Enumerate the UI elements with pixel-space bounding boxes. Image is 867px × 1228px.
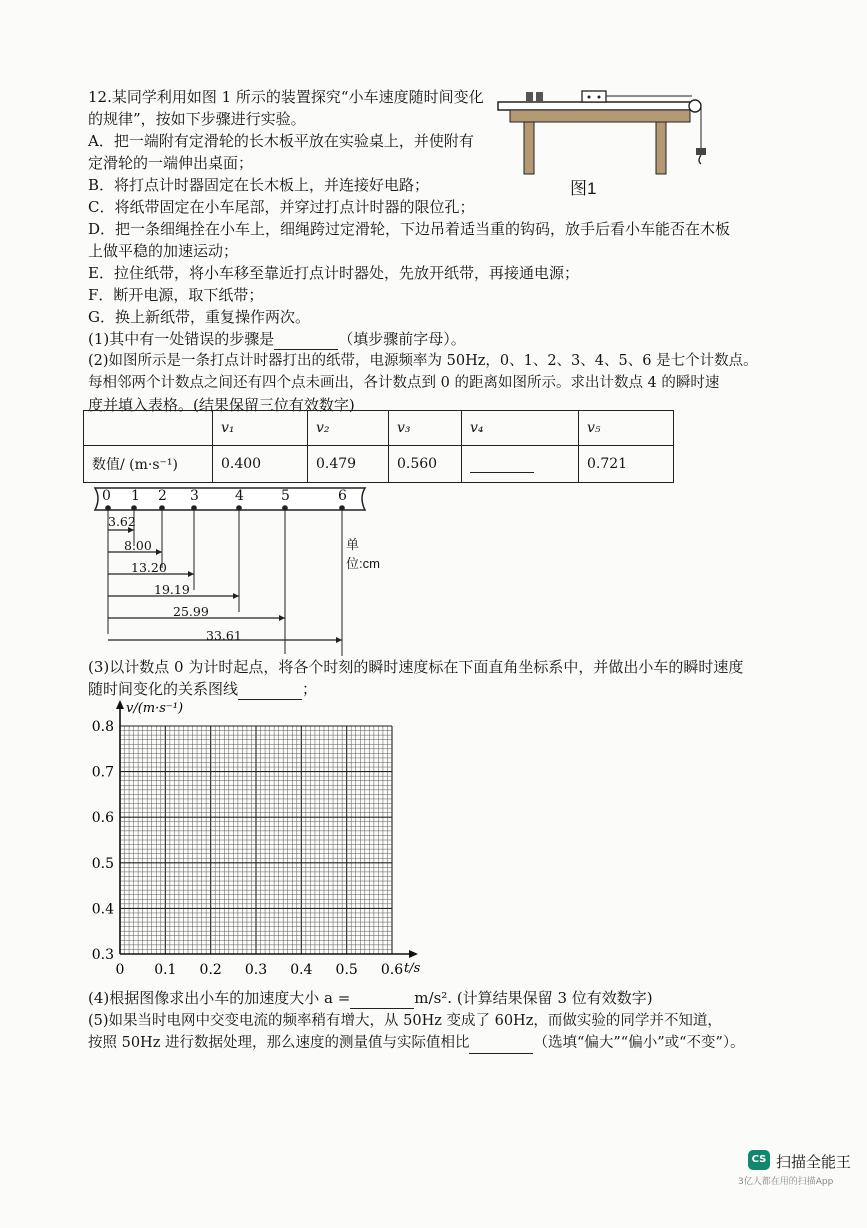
tape-arrow-4 bbox=[233, 593, 239, 599]
tape-point-6: 6 bbox=[338, 488, 347, 504]
header-v4: v₄ bbox=[462, 411, 579, 446]
q1-answer-blank[interactable] bbox=[274, 333, 338, 350]
tape-point-0: 0 bbox=[102, 488, 111, 504]
x-axis-arrow bbox=[409, 950, 418, 958]
tape-point-3: 3 bbox=[190, 488, 199, 504]
tape-distance-3: 13.20 bbox=[131, 560, 167, 575]
q5-suffix: （选填“偏大”“偏小”或“不变”）。 bbox=[533, 1035, 745, 1051]
tape-distance-4: 19.19 bbox=[154, 582, 190, 597]
header-v2: v₂ bbox=[308, 411, 389, 446]
y-tick-label: 0.5 bbox=[91, 855, 114, 872]
step-d-1: D．把一条细绳拴在小车上，细绳跨过定滑轮，下边吊着适当重的钩码，放手后看小车能否在木板 bbox=[88, 220, 731, 238]
tape-distance-2: 8.00 bbox=[124, 538, 152, 553]
scanner-tagline: 3亿人都在用的扫描App bbox=[738, 1177, 834, 1187]
velocity-time-chart bbox=[88, 698, 438, 983]
y-tick-label: 0.8 bbox=[91, 719, 114, 735]
question-intro-2: 的规律”，按如下步骤进行实验。 bbox=[88, 110, 306, 128]
step-a-2: 定滑轮的一端伸出桌面； bbox=[88, 154, 254, 172]
value-v1: 0.400 bbox=[213, 446, 308, 483]
step-c: C．将纸带固定在小车尾部，并穿过打点计时器的限位孔； bbox=[88, 198, 475, 216]
step-b: B．将打点计时器固定在长木板上，并连接好电路； bbox=[88, 176, 430, 194]
y-tick-label: 0.7 bbox=[91, 764, 114, 781]
value-v3: 0.560 bbox=[389, 446, 462, 483]
question-2-line3: 度并填入表格。(结果保留三位有效数字) bbox=[88, 396, 355, 414]
header-v3: v₃ bbox=[389, 411, 462, 446]
value-v4-cell[interactable] bbox=[462, 446, 579, 483]
q5-answer-blank[interactable] bbox=[469, 1037, 533, 1054]
x-tick-label: 0.2 bbox=[199, 962, 222, 978]
question-4 bbox=[88, 987, 653, 1009]
header-v1: v₁ bbox=[213, 411, 308, 446]
value-v5: 0.721 bbox=[579, 446, 674, 483]
scanner-logo: CS bbox=[748, 1150, 770, 1170]
x-tick-label: 0.5 bbox=[335, 962, 358, 978]
x-tick-label: 0.3 bbox=[244, 962, 268, 978]
table-corner bbox=[84, 411, 213, 446]
q5-text: 按照 50Hz 进行数据处理，那么速度的测量值与实际值相比 bbox=[88, 1035, 470, 1051]
step-f: F．断开电源，取下纸带； bbox=[88, 286, 264, 304]
figure1-label: 图1 bbox=[570, 179, 597, 198]
tape-arrow-5 bbox=[279, 615, 285, 621]
step-a-1: A．把一端附有定滑轮的长木板平放在实验桌上，并使附有 bbox=[88, 132, 474, 150]
y-tick-label: 0.4 bbox=[91, 901, 114, 918]
q3-suffix: ； bbox=[302, 680, 318, 698]
tape-distance-6: 33.61 bbox=[206, 628, 242, 643]
x-tick-label: 0.4 bbox=[290, 962, 313, 978]
tape-point-4: 4 bbox=[235, 488, 244, 504]
tape-point-1: 1 bbox=[131, 488, 140, 504]
question-2-line2: 每相邻两个计数点之间还有四个点未画出，各计数点到 0 的距离如图所示。求出计数点 4 的瞬时速 bbox=[88, 375, 720, 391]
tape-point-2: 2 bbox=[158, 488, 167, 504]
tape-arrow-2 bbox=[156, 549, 162, 555]
figure1-apparatus bbox=[490, 88, 730, 198]
q3-text: 随时间变化的关系图线 bbox=[88, 680, 239, 698]
tape-distance-1: 3.62 bbox=[108, 514, 136, 529]
q1-text: (1)其中有一处错误的步骤是 bbox=[88, 330, 275, 348]
question-5-line2 bbox=[88, 1032, 745, 1054]
y-tick-label: 0.6 bbox=[91, 810, 114, 827]
chart-axes bbox=[116, 700, 418, 958]
x-tick-label: 0.1 bbox=[154, 962, 177, 978]
q1-suffix: （填步骤前字母）。 bbox=[338, 330, 466, 348]
tape-unit-label: 单位:cm bbox=[346, 537, 380, 571]
step-d-2: 上做平稳的加速运动； bbox=[88, 242, 239, 260]
question-1 bbox=[88, 328, 466, 350]
tape-distance-5: 25.99 bbox=[173, 604, 209, 619]
value-v2: 0.479 bbox=[308, 446, 389, 483]
question-3-line1: (3)以计数点 0 为计时起点，将各个时刻的瞬时速度标在下面直角坐标系中，并做出小车的瞬时速度 bbox=[88, 658, 744, 676]
velocity-table bbox=[83, 410, 674, 483]
row-label: 数值/ (m·s⁻¹) bbox=[84, 446, 213, 483]
y-axis-label: v/(m·s⁻¹) bbox=[126, 701, 184, 716]
x-tick-label: 0.6 bbox=[380, 962, 404, 978]
x-axis-label: t/s bbox=[404, 961, 421, 976]
question-2-line1: (2)如图所示是一条打点计时器打出的纸带，电源频率为 50Hz，0、1、2、3、4、5、6 是七个计数点。 bbox=[88, 353, 758, 369]
header-v5: v₅ bbox=[579, 411, 674, 446]
x-tick-label: 0 bbox=[115, 962, 125, 978]
y-tick-label: 0.3 bbox=[91, 947, 114, 963]
q4-suffix: m/s². (计算结果保留 3 位有效数字) bbox=[414, 989, 653, 1007]
question-3-line2 bbox=[88, 678, 317, 700]
chart-grid bbox=[120, 726, 392, 954]
tape-point-5: 5 bbox=[281, 488, 290, 504]
step-g: G．换上新纸带，重复操作两次。 bbox=[88, 308, 310, 326]
y-axis-arrow bbox=[116, 700, 124, 709]
tape-arrow-3 bbox=[188, 571, 194, 577]
v4-answer-blank[interactable] bbox=[470, 456, 534, 473]
scanner-brand: 扫描全能王 bbox=[776, 1153, 852, 1171]
step-e: E．拉住纸带，将小车移至靠近打点计时器处，先放开纸带，再接通电源； bbox=[88, 264, 579, 282]
question-intro-1: 12.某同学利用如图 1 所示的装置探究“小车速度随时间变化 bbox=[88, 88, 484, 106]
q4-answer-blank[interactable] bbox=[350, 992, 414, 1009]
q4-text: (4)根据图像求出小车的加速度大小 a = bbox=[88, 989, 351, 1007]
question-5-line1: (5)如果当时电网中交变电流的频率稍有增大，从 50Hz 变成了 60Hz，而做实验的同学并不知道， bbox=[88, 1013, 722, 1029]
tape-arrow-6 bbox=[336, 637, 342, 643]
